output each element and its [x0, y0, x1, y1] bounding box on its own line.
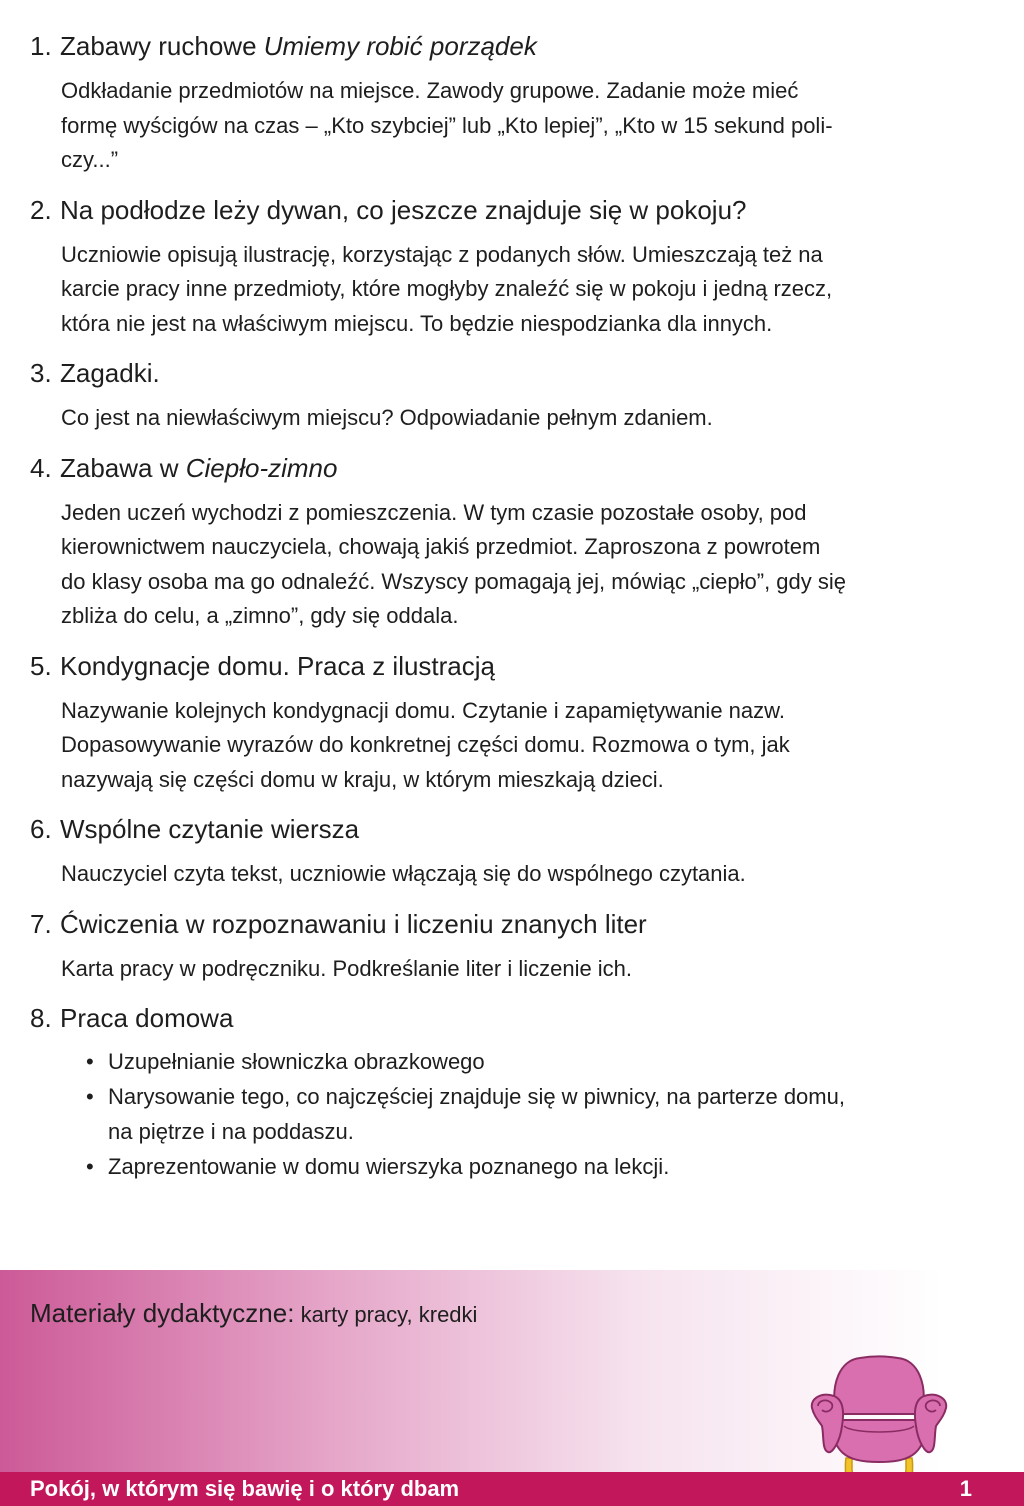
description-line: formę wyścigów na czas – „Kto szybciej” lub „Kto lepiej”, „Kto w 15 sekund poli- [61, 112, 833, 138]
section-heading [30, 906, 1000, 942]
description-line: do klasy osoba ma go odnaleźć. Wszyscy pomagają jej, mówiąc „ciepło”, gdy się [61, 568, 847, 594]
homework-item [86, 1044, 1000, 1079]
lesson-section [30, 355, 1000, 436]
description-line: Karta pracy w podręczniku. Podkreślanie liter i liczenie ich. [61, 955, 633, 981]
section-number: 8. [30, 1003, 52, 1033]
homework-item-line: na piętrze i na poddaszu. [108, 1119, 354, 1144]
section-number: 6. [30, 814, 52, 844]
lesson-section [30, 28, 1000, 178]
materials-value: karty pracy, kredki [294, 1302, 478, 1327]
description-line: zbliża do celu, a „zimno”, gdy się oddala. [61, 603, 459, 628]
section-description [61, 74, 1000, 178]
section-number: 1. [30, 31, 52, 61]
description-line: Odkładanie przedmiotów na miejsce. Zawody grupowe. Zadanie może mieć [61, 78, 799, 103]
description-line: Nauczyciel czyta tekst, uczniowie włączają się do wspólnego czytania. [61, 861, 746, 886]
lesson-plan [30, 28, 1000, 1198]
section-title-text: Na podłodze leży dywan, co jeszcze znajduje się w pokoju? [60, 194, 747, 225]
description-line: Jeden uczeń wychodzi z pomieszczenia. W tym czasie pozostałe osoby, pod [61, 499, 807, 525]
section-title-text: Ćwiczenia w rozpoznawaniu i liczeniu znanych liter [60, 908, 647, 939]
lesson-section [30, 192, 1000, 342]
lesson-section [30, 906, 1000, 987]
homework-item-line: • Uzupełnianie słowniczka obrazkowego [108, 1049, 485, 1074]
section-title [60, 450, 337, 486]
section-heading [30, 1000, 1000, 1036]
section-title [60, 355, 160, 391]
section-title [60, 28, 537, 64]
section-title-text: Zabawy ruchowe [60, 31, 264, 61]
section-description [61, 496, 1000, 634]
section-title-text: Praca domowa [60, 1003, 234, 1033]
description-line: Co jest na niewłaściwym miejscu? Odpowiadanie pełnym zdaniem. [61, 405, 713, 430]
description-line: Uczniowie opisują ilustrację, korzystając z podanych słów. Umieszczają też na [61, 241, 823, 267]
section-description [61, 952, 1000, 987]
description-line: Dopasowywanie wyrazów do konkretnej części domu. Rozmowa o tym, jak [61, 732, 790, 757]
section-title [60, 192, 747, 228]
description-line: kierownictwem nauczyciela, chowają jakiś przedmiot. Zaproszona z powrotem [61, 534, 821, 559]
homework-item [86, 1149, 1000, 1184]
section-number: 3. [30, 358, 52, 388]
description-line: karcie pracy inne przedmioty, które mogłyby znaleźć się w pokoju i jedną rzecz, [61, 276, 833, 301]
section-number: 7. [30, 908, 52, 939]
materials-label: Materiały dydaktyczne: [30, 1298, 295, 1328]
materials-line [30, 1297, 477, 1331]
lesson-section [30, 648, 1000, 798]
section-title [60, 648, 495, 684]
section-number: 4. [30, 452, 52, 483]
description-line: czy...” [61, 147, 119, 172]
section-heading [30, 192, 1000, 228]
footer-title: Pokój, w którym się bawię i o który dbam [30, 1476, 460, 1501]
lesson-section [30, 1000, 1000, 1184]
section-heading [30, 811, 1000, 847]
section-title [60, 1000, 233, 1036]
section-title-text: Kondygnacje domu. Praca z ilustracją [60, 650, 496, 681]
section-number: 5. [30, 650, 52, 681]
section-heading [30, 355, 1000, 391]
lesson-section [30, 811, 1000, 892]
section-heading [30, 28, 1000, 64]
description-line: Nazywanie kolejnych kondygnacji domu. Czytanie i zapamiętywanie nazw. [61, 697, 785, 723]
homework-item-line: • Zaprezentowanie w domu wierszyka poznanego na lekcji. [108, 1154, 670, 1179]
section-description [61, 694, 1000, 798]
section-title-italic: Ciepło-zimno [185, 452, 338, 483]
section-heading [30, 450, 1000, 486]
description-line: nazywają się części domu w kraju, w którym mieszkają dzieci. [61, 766, 664, 792]
section-title [60, 811, 359, 847]
section-title [60, 906, 647, 942]
section-title-text: Zabawa w [60, 452, 186, 483]
armchair-icon [804, 1354, 954, 1489]
lesson-section [30, 450, 1000, 634]
page-number: 1 [959, 1476, 972, 1501]
section-number: 2. [30, 194, 52, 225]
section-title-text: Zagadki. [60, 358, 160, 388]
homework-list [86, 1044, 1000, 1184]
section-description [61, 401, 1000, 436]
description-line: która nie jest na właściwym miejscu. To będzie niespodzianka dla innych. [61, 310, 773, 336]
homework-item [86, 1079, 1000, 1149]
section-title-text: Wspólne czytanie wiersza [60, 814, 360, 844]
homework-item-line: • Narysowanie tego, co najczęściej znajduje się w piwnicy, na parterze domu, [108, 1084, 845, 1109]
section-description [61, 238, 1000, 342]
section-heading [30, 648, 1000, 684]
section-title-italic: Umiemy robić porządek [263, 31, 537, 61]
section-description [61, 857, 1000, 892]
page-footer [0, 1472, 1024, 1506]
